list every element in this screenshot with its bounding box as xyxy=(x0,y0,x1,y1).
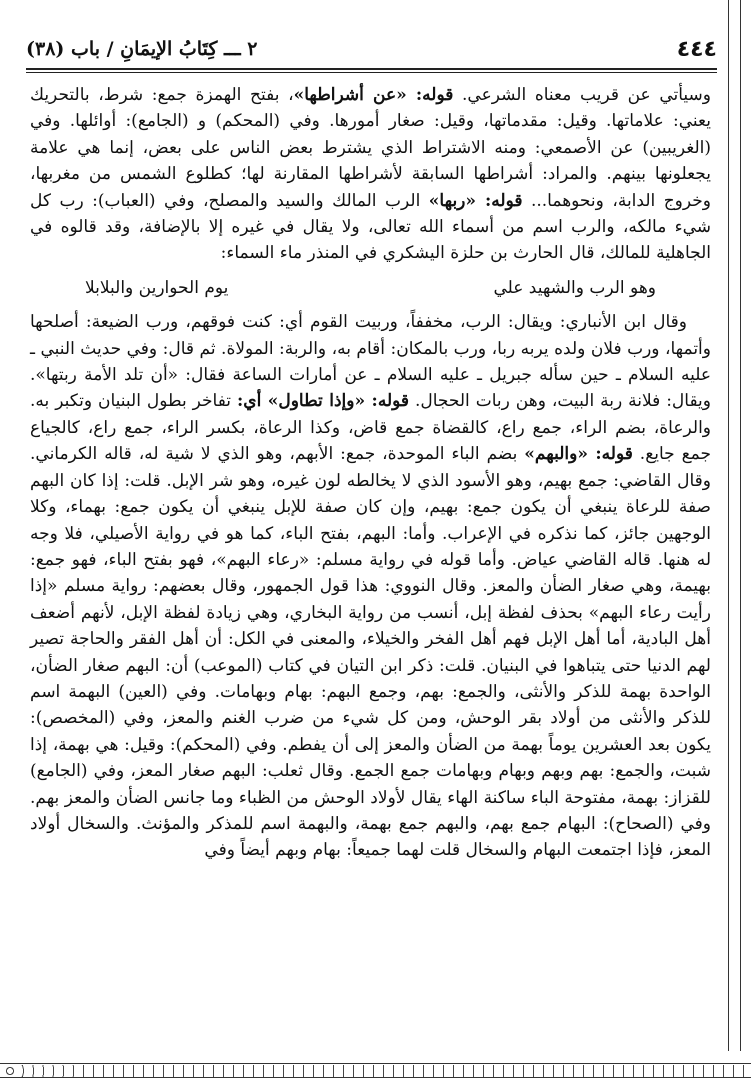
ornamental-side-border xyxy=(723,0,747,1051)
text-run: وسيأتي عن قريب معناه الشرعي. xyxy=(453,85,711,105)
bold-lemma: قوله: «ربها» xyxy=(428,190,523,211)
verse-hemistich-2: يوم الحوارين والبلابلا xyxy=(85,277,229,298)
bold-lemma: قوله: «والبهم» xyxy=(524,444,633,465)
text-run: ، بفتح الهمزة جمع: شرط، بالتحريك يعني: علاماتها. وقيل: مقدماتها، وقيل: صغار أمورها. وفي (المحكم) و (الجامع): أوائلها. وفي (الغريبين) عن الأصمعي: ومنه الاشتراط الذي يشترط بعض الناس على بعض، إنما هي علامة يجعلونها بينهم. والمراد: أشراطها السابقة لأشراطها المقارنة لها؛ كطلوع الشمس من مغربها، وخروج الدابة، ونحوهما... xyxy=(30,85,711,211)
poetry-verse xyxy=(30,267,711,309)
paragraph-1 xyxy=(30,82,711,267)
paragraph-2 xyxy=(30,309,711,864)
running-head: ٢ ـــ كِتَابُ الإيمَانِ / باب (٣٨) xyxy=(26,38,258,60)
ornamental-bottom-border xyxy=(0,1051,751,1091)
text-run: تفاخر بطول البنيان وتكبر به. والرعاة، بضم الراء، جمع راع، كالقضاة جمع قاض، وكذا الرعاة، بكسر الراء، جمع راع، كالجياع جمع جايع. xyxy=(30,391,711,465)
header-rule-thin xyxy=(26,72,717,73)
text-run: الرب المالك والسيد والمصلح، وفي (العباب): رب كل شيء مالكه، والرب اسم من أسماء الله تعالى، ولا يقال في غيره إلا بالإضافة، وقد قالوه في الجاهلية للمالك، قال الحارث بن حلزة اليشكري في المنذر ماء السماء: xyxy=(30,190,711,264)
bold-lemma: قوله: «وإذا تطاول» أي: xyxy=(236,391,410,412)
verse-hemistich-1: وهو الرب والشهيد علي xyxy=(493,277,656,298)
page-number: ٤٤٤ xyxy=(676,36,717,62)
body-text xyxy=(30,82,711,864)
page-header xyxy=(26,34,717,64)
text-run: بضم الباء الموحدة، جمع: الأبهم، وهو الذي لا شية له، قاله الكرماني. وقال القاضي: جمع بهيم، وهو الأسود الذي لا يخالطه لون غيره، وهو شر الإبل. قلت: إذا كان البهم صفة للرعاة ينبغي أن يكون جمع: بهيم، وإن كان صفة للإبل ينبغي أن يكون جمع: بهماء، وكلا الوجهين جائز، كما نذكره في الإعراب. وأما: البهم، بفتح الباء، كما هو في رواية الأصيلي، فلا وجه له هنها. قاله القاضي عياض. وأما قوله في رواية مسلم: «رعاء البهم»، فهو بفتح الباء، فهو جمع: بهيمة، وهي صغار الضأن والمعز. وقال النووي: هذا قول الجمهور، وقال بعضهم: رواية مسلم «إذا رأيت رعاء البهم» بحذف لفظة إبل، أنسب من رواية البخاري، وهي زيادة لفظة الإبل، لأنهم أضعف أهل البادية، أما أهل الإبل فهم أهل الفخر والخيلاء، والمعنى في الكل: أن أهل الفقر والحاجة تصير لهم الدنيا حتى يتباهوا في البنيان. قلت: ذكر ابن التيان في كتاب (الموعب) أن: البهم صغار الضأن، الواحدة بهمة للذكر والأنثى، والجمع: بهم، وجمع البهم: بهام وبهامات. وفي (العين) البهمة اسم للذكر والأنثى من أولاد بقر الوحش، ومن كل شيء من ضرب الغنم والمعز، وفي (المخصص): يكون بعد العشرين يوماً بهمة من الضأن والمعز إلى أن يفطم. وفي (المحكم): وقيل: هي بهمة، إذا شبت، والجمع: بهم وبهم وبهام وبهامات جمع الجمع. وقال ثعلب: البهم صغار المعز، وفي (الجامع) للقزاز: بهمة، مفتوحة الباء ساكنة الهاء يقال لأولاد الوحش من الظباء وما جانس الضأن والمعز بهم. وفي (الصحاح): البهام جمع بهم، والبهم جمع بهمة، والبهمة اسم للمذكر والمؤنث. والسخال أولاد المعز، فإذا اجتمعت البهام والسخال قلت لهما جميعاً: بهام وبهم أيضاً وفي xyxy=(30,444,711,861)
header-rule xyxy=(26,68,717,70)
bold-lemma: قوله: «عن أشراطها» xyxy=(293,85,454,105)
text-run: وقال ابن الأنباري: ويقال: الرب، مخففاً، وربيت القوم أي: كنت فوقهم، ورب الضيعة: أصلحها وأتمها، ورب فلان ولده يربه ربا، ورب بالمكان: أقام به، والربة: المولاة. ثم قال: وفي حديث النبي ـ عليه السلام ـ حين سأله جبريل ـ عليه السلام ـ عن أمارات الساعة فقال: «أن تلد الأمة ربتها». ويقال: فلانة ربة البيت، وهن ربات الحجال. xyxy=(30,312,711,412)
